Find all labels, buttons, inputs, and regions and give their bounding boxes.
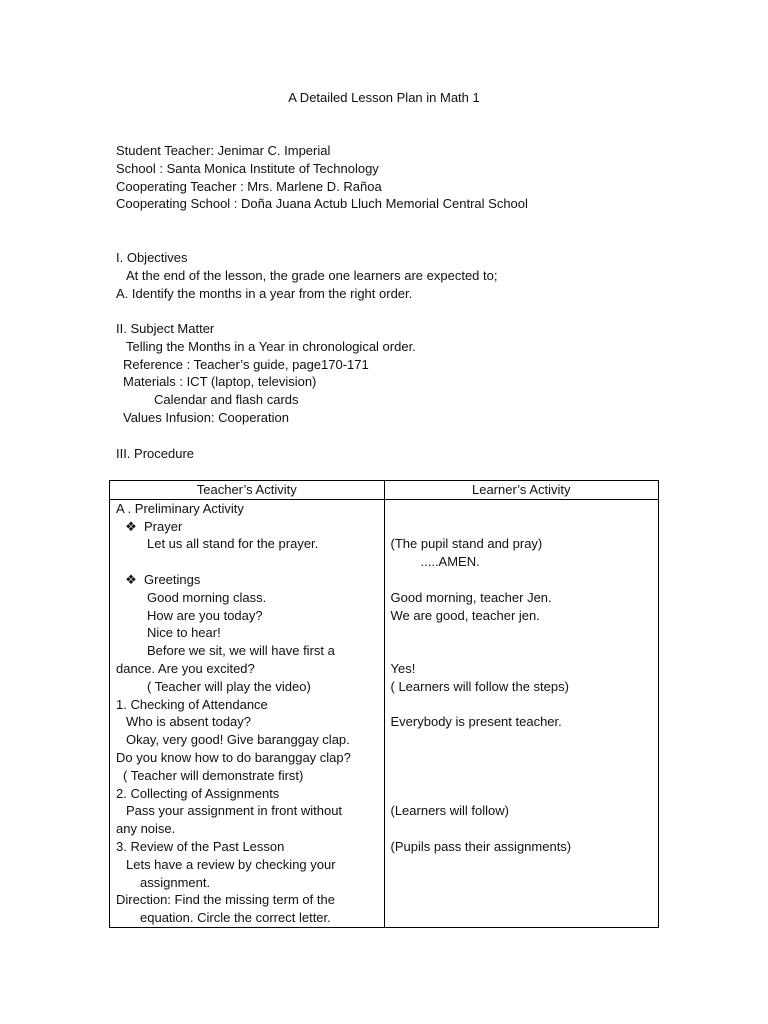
greeting-line-1: Good morning class. <box>147 589 267 605</box>
cooperating-school: Cooperating School : Doña Juana Actub Lluch Memorial Central School <box>116 196 528 212</box>
learner-line-6: ( Learners will follow the steps) <box>390 678 569 694</box>
spacer <box>391 767 653 785</box>
learner-line-9: (Pupils pass their assignments) <box>390 838 572 854</box>
attendance-line-3: Do you know how to do baranggay clap? <box>116 749 351 765</box>
objective-a: A. Identify the months in a year from the right order. <box>116 285 413 301</box>
assignments-line-2: any noise. <box>116 821 176 837</box>
subject-matter-heading: II. Subject Matter <box>116 321 215 336</box>
review-line-3: Direction: Find the missing term of the <box>116 892 335 908</box>
procedure-heading-block <box>116 445 676 463</box>
greeting-line-2: How are you today? <box>147 607 263 623</box>
objectives-heading: I. Objectives <box>116 250 188 265</box>
diamond-bullet-icon: ❖ <box>125 571 137 587</box>
subject-topic: Telling the Months in a Year in chronological order. <box>126 338 416 354</box>
greeting-line-6: ( Teacher will play the video) <box>147 678 311 694</box>
subject-materials-2: Calendar and flash cards <box>154 392 299 408</box>
attendance-line-4: ( Teacher will demonstrate first) <box>123 767 304 783</box>
school: School : Santa Monica Institute of Technology <box>116 160 379 176</box>
prayer-item <box>116 518 378 536</box>
learner-line-1: (The pupil stand and pray) <box>390 536 543 552</box>
objectives-section <box>116 249 676 302</box>
procedure-table <box>109 480 659 928</box>
review-heading: 3. Review of the Past Lesson <box>116 838 285 854</box>
spacer <box>391 731 653 749</box>
subject-matter-section <box>116 320 676 427</box>
teacher-activity-header: Teacher’s Activity <box>110 481 385 500</box>
assignments-heading: 2. Collecting of Assignments <box>116 785 280 801</box>
table-row <box>110 499 659 927</box>
spacer <box>391 820 653 838</box>
attendance-heading: 1. Checking of Attendance <box>116 696 268 712</box>
greetings-label: Greetings <box>144 571 201 587</box>
learner-line-7: Everybody is present teacher. <box>390 714 562 730</box>
assignments-line-1: Pass your assignment in front without <box>126 803 343 819</box>
review-line-4: equation. Circle the correct letter. <box>140 910 331 926</box>
spacer <box>391 749 653 767</box>
procedure-heading: III. Procedure <box>116 446 195 461</box>
learner-activity-header: Learner’s Activity <box>384 481 659 500</box>
spacer <box>391 571 653 589</box>
spacer <box>391 624 653 642</box>
review-line-1: Lets have a review by checking your <box>126 856 336 872</box>
student-teacher: Student Teacher: Jenimar C. Imperial <box>116 143 331 158</box>
diamond-bullet-icon: ❖ <box>125 518 137 534</box>
learner-line-3: Good morning, teacher Jen. <box>390 589 552 605</box>
prayer-label: Prayer <box>144 518 183 534</box>
prayer-line: Let us all stand for the prayer. <box>147 536 319 552</box>
document-title: A Detailed Lesson Plan in Math 1 <box>288 90 480 105</box>
spacer <box>116 553 378 571</box>
greeting-line-4: Before we sit, we will have first a <box>147 643 335 659</box>
learner-line-5: Yes! <box>390 660 416 676</box>
attendance-line-1: Who is absent today? <box>126 714 252 730</box>
learner-line-2: .....AMEN. <box>420 554 480 570</box>
greeting-line-5: dance. Are you excited? <box>116 660 255 676</box>
teacher-info <box>116 142 676 213</box>
objectives-intro: At the end of the lesson, the grade one learners are expected to; <box>126 267 498 283</box>
teacher-activity-cell <box>110 499 385 927</box>
learner-line-4: We are good, teacher jen. <box>390 607 540 623</box>
spacer <box>391 785 653 803</box>
attendance-line-2: Okay, very good! Give baranggay clap. <box>126 732 350 748</box>
spacer <box>391 696 653 714</box>
subject-materials: Materials : ICT (laptop, television) <box>123 374 317 390</box>
cooperating-teacher: Cooperating Teacher : Mrs. Marlene D. Rañoa <box>116 178 382 194</box>
preliminary-activity: A . Preliminary Activity <box>116 500 244 516</box>
spacer <box>391 642 653 660</box>
spacer <box>391 500 653 518</box>
subject-reference: Reference : Teacher’s guide, page170-171 <box>123 356 369 372</box>
subject-values: Values Infusion: Cooperation <box>123 409 289 425</box>
review-line-2: assignment. <box>140 874 211 890</box>
table-header-row <box>110 481 659 500</box>
learner-line-8: (Learners will follow) <box>390 803 509 819</box>
greetings-item <box>116 571 378 589</box>
learner-activity-cell <box>384 499 659 927</box>
spacer <box>391 518 653 536</box>
greeting-line-3: Nice to hear! <box>147 625 221 641</box>
